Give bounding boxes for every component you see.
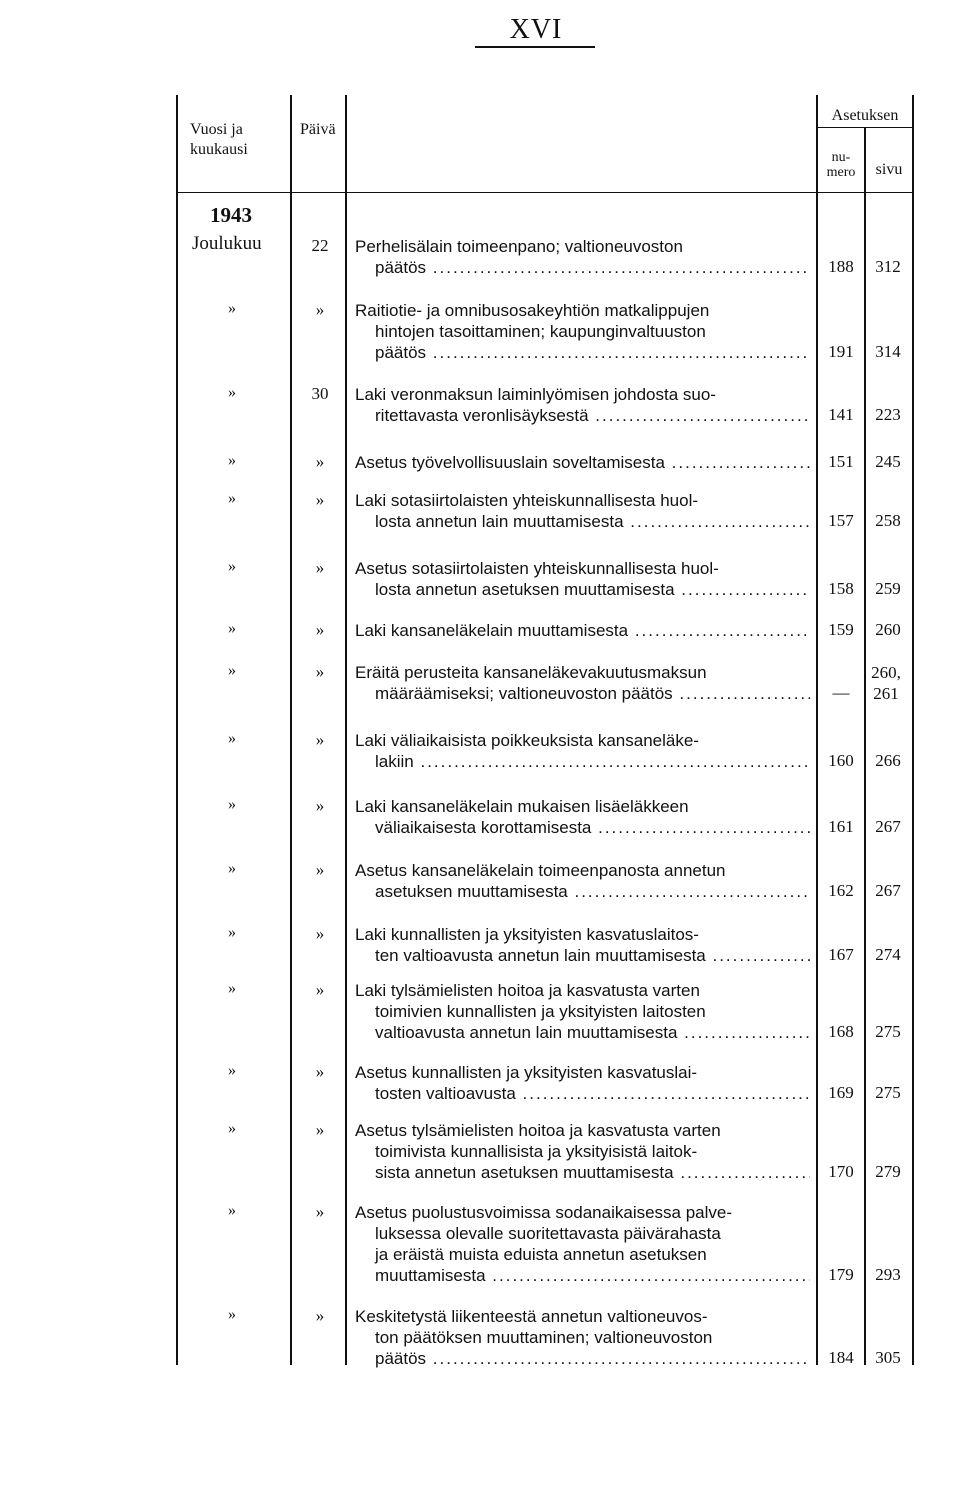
year-label: 1943	[210, 203, 252, 227]
entry-title	[355, 558, 810, 600]
entry-day: »	[315, 1062, 325, 1081]
entry-title-line: Laki veronmaksun laiminlyömisen johdosta suo-	[355, 385, 716, 404]
header-page: sivu	[875, 161, 903, 178]
entry-title-line: Keskitetystä liikenteestä annetun valtioneuvos-	[355, 1307, 708, 1326]
ditto-mark-month: »	[228, 1202, 237, 1219]
decree-page: 279	[875, 1162, 901, 1181]
header-decree: Asetuksen	[831, 107, 899, 124]
entry-title-line: Asetus puolustusvoimissa sodanaikaisessa palve-	[355, 1203, 733, 1222]
ditto-mark-month: »	[228, 1306, 237, 1323]
entry-title-line: ton päätöksen muuttaminen; valtioneuvoston	[375, 1328, 713, 1347]
entry-title-line: Asetus sotasiirtolaisten yhteiskunnallisesta huol-	[355, 559, 719, 578]
entry-title-line: tosten valtioavusta .....	[355, 1083, 810, 1104]
header-divider-decree	[816, 127, 912, 128]
decree-number: 188	[828, 257, 854, 276]
decree-number: 179	[828, 1265, 854, 1284]
entry-day: »	[315, 620, 325, 639]
month-label: Joulukuu	[192, 233, 262, 254]
entry-day: »	[315, 662, 325, 681]
decree-page: 274	[875, 945, 901, 964]
decree-page: 314	[875, 342, 901, 361]
entry-title-line: Asetus kunnallisten ja yksityisten kasvatuslai-	[355, 1063, 698, 1082]
entry-title	[355, 662, 810, 704]
entry-day: 22	[311, 236, 329, 255]
entry-title	[355, 860, 810, 902]
ditto-mark-month: »	[228, 490, 237, 507]
entry-title-line: päätös .....	[355, 257, 810, 278]
ditto-mark-month: »	[228, 980, 237, 997]
entry-day: »	[315, 300, 325, 319]
entry-day: »	[315, 1306, 325, 1325]
entry-title	[355, 620, 810, 641]
decree-page: 293	[875, 1265, 901, 1284]
entry-title-line: ten valtioavusta annetun lain muuttamisesta .....	[355, 945, 810, 966]
entry-title-line: losta annetun lain muuttamisesta .....	[355, 511, 810, 532]
decree-page: 267	[875, 881, 901, 900]
entry-title	[355, 452, 810, 473]
entry-title-line: Laki kansaneläkelain muuttamisesta .....	[355, 620, 810, 641]
decree-page: 266	[875, 751, 901, 770]
decree-page: 275	[875, 1022, 901, 1041]
ditto-mark-month: »	[228, 860, 237, 877]
header-bottom-rule	[176, 192, 912, 193]
column-divider-year-day	[290, 95, 292, 1365]
entry-title-line: Raitiotie- ja omnibusosakeyhtiön matkalippujen	[355, 301, 710, 320]
entry-title-line: määräämiseksi; valtioneuvoston päätös .....	[355, 683, 810, 704]
entry-title	[355, 730, 810, 772]
decree-number: 157	[828, 511, 854, 530]
entry-title-line: Laki väliaikaisista poikkeuksista kansaneläke-	[355, 731, 699, 750]
ditto-mark-month: »	[228, 452, 237, 469]
entry-title-line: muuttamisesta .....	[355, 1265, 810, 1286]
entry-title-line: toimivien kunnallisten ja yksityisten laitosten	[375, 1002, 706, 1021]
entry-title	[355, 300, 810, 363]
decree-page: 267	[875, 817, 901, 836]
ditto-mark-month: »	[228, 1062, 237, 1079]
ditto-mark-month: »	[228, 1120, 237, 1137]
entry-day: »	[315, 796, 325, 815]
entry-title-line: hintojen tasoittaminen; kaupunginvaltuuston	[375, 322, 706, 341]
decree-page: 245	[875, 452, 901, 471]
entry-title	[355, 1202, 810, 1286]
ditto-mark-month: »	[228, 796, 237, 813]
entry-title	[355, 980, 810, 1043]
ditto-mark-month: »	[228, 384, 237, 401]
entry-title-line: päätös .....	[355, 1348, 810, 1369]
decree-page: 258	[875, 511, 901, 530]
entry-title	[355, 796, 810, 838]
decree-number: 191	[828, 342, 854, 361]
decree-page: 312	[875, 257, 901, 276]
entry-title-line: valtioavusta annetun lain muuttamisesta .....	[355, 1022, 810, 1043]
decree-number: 168	[828, 1022, 854, 1041]
entry-title-line: Laki kunnallisten ja yksityisten kasvatuslaitos-	[355, 925, 699, 944]
entry-day: »	[315, 490, 325, 509]
decree-number: 141	[828, 405, 854, 424]
decree-number: 159	[828, 620, 854, 639]
entry-day: »	[315, 558, 325, 577]
entry-title	[355, 924, 810, 966]
decree-page: 259	[875, 579, 901, 598]
header-number: nu-mero	[826, 150, 856, 180]
entry-title	[355, 236, 810, 278]
decree-page: 305	[875, 1348, 901, 1367]
entry-title	[355, 1306, 810, 1369]
table-border-right	[912, 95, 914, 1365]
column-divider-day-title	[345, 95, 347, 1365]
decree-number: 151	[828, 452, 854, 471]
decree-page: 275	[875, 1083, 901, 1102]
entry-title-line: asetuksen muuttamisesta .....	[355, 881, 810, 902]
ditto-mark-month: »	[228, 300, 237, 317]
table-border-left	[176, 95, 178, 1365]
entry-day: »	[315, 860, 325, 879]
entry-day: »	[315, 1202, 325, 1221]
entry-title-line: Asetus tylsämielisten hoitoa ja kasvatusta varten	[355, 1121, 721, 1140]
entry-title-line: Laki kansaneläkelain mukaisen lisäeläkkeen	[355, 797, 689, 816]
entry-day: »	[315, 1120, 325, 1139]
entry-title-line: toimivista kunnallisista ja yksityisistä laitok-	[375, 1142, 698, 1161]
title-underline	[475, 46, 595, 48]
ditto-mark-month: »	[228, 730, 237, 747]
decree-number: 160	[828, 751, 854, 770]
entry-title-line: lakiin .....	[355, 751, 810, 772]
decree-number: 158	[828, 579, 854, 598]
entry-title-line: Laki tylsämielisten hoitoa ja kasvatusta varten	[355, 981, 700, 1000]
entry-title-line: ja eräistä muista eduista annetun asetuksen	[375, 1245, 707, 1264]
decree-number: 162	[828, 881, 854, 900]
entry-day: »	[315, 980, 325, 999]
decree-page: 260, 261	[871, 663, 901, 703]
decree-page: 260	[875, 620, 901, 639]
decree-number: 169	[828, 1083, 854, 1102]
entry-title-line: Asetus kansaneläkelain toimeenpanosta annetun	[355, 861, 726, 880]
decree-number: —	[832, 683, 850, 702]
ditto-mark-month: »	[228, 924, 237, 941]
decree-number: 161	[828, 817, 854, 836]
entry-day: »	[315, 924, 325, 943]
entry-title	[355, 1062, 810, 1104]
entry-day: 30	[311, 384, 329, 403]
decree-number: 170	[828, 1162, 854, 1181]
page-title: XVI	[509, 14, 563, 45]
entry-title-line: Asetus työvelvollisuuslain soveltamisesta .....	[355, 452, 810, 473]
entry-title-line: Eräitä perusteita kansaneläkevakuutusmaksun	[355, 663, 707, 682]
entry-title	[355, 384, 810, 426]
entry-title-line: ritettavasta veronlisäyksestä .....	[355, 405, 810, 426]
decree-number: 184	[828, 1348, 854, 1367]
entry-day: »	[315, 730, 325, 749]
entry-title-line: losta annetun asetuksen muuttamisesta .....	[355, 579, 810, 600]
ditto-mark-month: »	[228, 620, 237, 637]
decree-page: 223	[875, 405, 901, 424]
decree-number: 167	[828, 945, 854, 964]
entry-title-line: sista annetun asetuksen muuttamisesta .....	[355, 1162, 810, 1183]
entry-title-line: luksessa olevalle suoritettavasta päivärahasta	[375, 1224, 721, 1243]
entry-title-line: Perhelisälain toimeenpano; valtioneuvoston	[355, 237, 683, 256]
entry-title-line: Laki sotasiirtolaisten yhteiskunnallisesta huol-	[355, 491, 699, 510]
entry-title	[355, 1120, 810, 1183]
entry-title-line: päätös .....	[355, 342, 810, 363]
entry-day: »	[315, 452, 325, 471]
entry-title-line: väliaikaisesta korottamisesta .....	[355, 817, 810, 838]
header-day: Päivä	[300, 121, 336, 138]
ditto-mark-month: »	[228, 558, 237, 575]
header-year-month: Vuosi ja kuukausi	[190, 121, 248, 158]
entry-title	[355, 490, 810, 532]
ditto-mark-month: »	[228, 662, 237, 679]
